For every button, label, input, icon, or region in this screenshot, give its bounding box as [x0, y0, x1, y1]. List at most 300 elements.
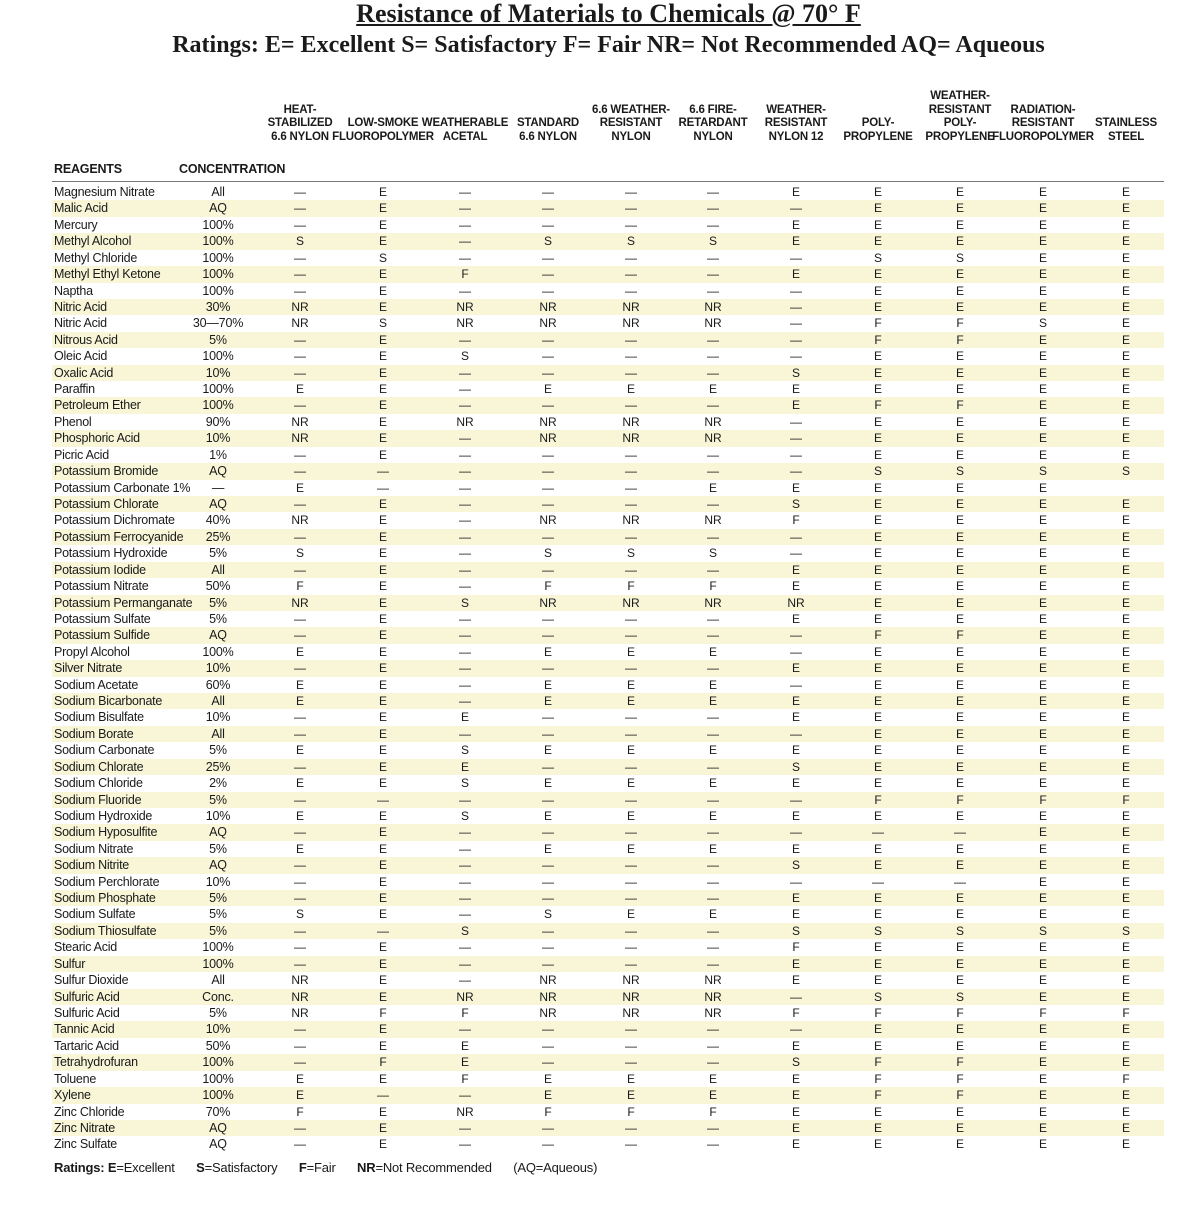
reagent-name: Naptha — [54, 283, 93, 298]
rating-cell: — — [707, 185, 719, 199]
rating-cell: — — [625, 185, 637, 199]
rating-cell: — — [459, 726, 471, 741]
reagent-name: Xylene — [54, 1088, 91, 1103]
rating-cell: E — [295, 841, 305, 856]
concentration-value: 100% — [202, 1055, 234, 1070]
rating-cell: E — [626, 776, 636, 791]
concentration-value: 100% — [202, 250, 234, 265]
rating-cell: F — [296, 579, 304, 594]
rating-cell: F — [874, 792, 882, 807]
rating-cell: F — [956, 1088, 964, 1103]
rating-cell: E — [708, 382, 718, 397]
legend-s-key: S — [196, 1160, 205, 1175]
rating-cell: E — [378, 201, 388, 216]
column-header-line: 6.6 NYLON — [519, 130, 577, 143]
column-header-line: NYLON — [693, 130, 733, 143]
concentration-value: 50% — [205, 1038, 231, 1053]
rating-cell: F — [874, 332, 882, 347]
rating-cell: — — [459, 431, 471, 446]
rating-cell: E — [873, 891, 883, 906]
concentration-value: 5% — [209, 595, 227, 610]
rating-cell: — — [542, 858, 554, 873]
rating-cell: E — [378, 677, 388, 692]
rating-cell: S — [626, 234, 636, 249]
rating-cell: S — [1121, 923, 1131, 938]
rating-cell: E — [543, 808, 553, 823]
rating-cell: E — [1038, 743, 1048, 758]
rating-cell: — — [625, 464, 637, 479]
rating-cell: E — [873, 710, 883, 725]
rating-cell: E — [1121, 316, 1131, 331]
concentration-value: 10% — [205, 431, 231, 446]
rating-cell: E — [378, 546, 388, 561]
rating-cell: E — [1121, 382, 1131, 397]
rating-cell: E — [378, 1120, 388, 1135]
column-header-line: HEAT- — [283, 103, 317, 116]
reagent-name: Nitrous Acid — [54, 332, 118, 347]
reagent-name: Potassium Hydroxide — [54, 546, 168, 561]
rating-cell: — — [459, 841, 471, 856]
rating-cell: S — [543, 546, 553, 561]
reagent-name: Phosphoric Acid — [54, 431, 140, 446]
rating-cell: — — [294, 267, 306, 282]
rating-cell: — — [377, 923, 389, 938]
rating-cell: E — [1038, 1071, 1048, 1086]
rating-cell: E — [1121, 841, 1131, 856]
rating-cell: E — [295, 694, 305, 709]
rating-cell: — — [459, 332, 471, 347]
rating-cell: NR — [622, 414, 640, 429]
rating-cell: E — [873, 661, 883, 676]
rating-cell: E — [791, 398, 801, 413]
rating-cell: E — [873, 808, 883, 823]
rating-cell: NR — [539, 431, 557, 446]
rating-cell: NR — [787, 595, 805, 610]
rating-cell: NR — [539, 595, 557, 610]
rating-cell: — — [790, 546, 802, 561]
rating-cell: E — [1121, 726, 1131, 741]
rating-cell: — — [294, 496, 306, 511]
concentration-value: 100% — [202, 283, 234, 298]
rating-cell: E — [295, 480, 305, 495]
rating-cell: — — [294, 825, 306, 840]
rating-cell: S — [955, 464, 965, 479]
rating-cell: — — [459, 513, 471, 528]
rating-cell: E — [1121, 1038, 1131, 1053]
rating-cell: S — [1038, 923, 1048, 938]
column-header-line: 6.6 NYLON — [271, 130, 329, 143]
rating-cell: — — [294, 726, 306, 741]
rating-cell: E — [1121, 858, 1131, 873]
rating-cell: E — [378, 825, 388, 840]
rating-cell: E — [626, 382, 636, 397]
rating-cell: E — [1121, 973, 1131, 988]
concentration-value: 10% — [205, 661, 231, 676]
reagent-name: Tannic Acid — [54, 1022, 115, 1037]
reagent-name: Oxalic Acid — [54, 365, 114, 380]
rating-cell: E — [1038, 1137, 1048, 1152]
rating-cell: E — [1038, 365, 1048, 380]
rating-cell: E — [1038, 283, 1048, 298]
rating-cell: — — [459, 611, 471, 626]
rating-cell: F — [1039, 1006, 1047, 1020]
rating-cell: S — [873, 250, 883, 265]
reagent-name: Sulfur — [54, 956, 86, 971]
rating-cell: E — [1121, 1137, 1131, 1152]
rating-cell: E — [1038, 661, 1048, 676]
rating-cell: — — [707, 891, 719, 906]
rating-cell: — — [625, 874, 637, 889]
rating-cell: E — [378, 858, 388, 873]
rating-cell: E — [1038, 825, 1048, 840]
rating-cell: E — [1038, 382, 1048, 397]
rating-cell: F — [956, 1055, 964, 1070]
reagent-name: Mercury — [54, 217, 98, 232]
rating-cell: NR — [622, 299, 640, 314]
rating-cell: E — [873, 283, 883, 298]
rating-cell: S — [543, 907, 553, 922]
rating-cell: NR — [539, 973, 557, 988]
rating-cell: E — [378, 759, 388, 774]
concentration-value: 10% — [205, 1022, 231, 1037]
rating-cell: E — [708, 677, 718, 692]
column-header-line: 6.6 WEATHER- — [592, 103, 670, 116]
rating-cell: — — [294, 250, 306, 265]
rating-cell: E — [1038, 1104, 1048, 1119]
rating-cell: E — [873, 496, 883, 511]
rating-cell: E — [1121, 1088, 1131, 1103]
reagent-name: Potassium Bromide — [54, 464, 159, 479]
rating-cell: S — [460, 349, 470, 364]
rating-cell: — — [542, 661, 554, 676]
rating-cell: F — [956, 1006, 964, 1020]
rating-cell: NR — [291, 973, 309, 988]
rating-cell: E — [1121, 776, 1131, 791]
rating-cell: — — [625, 496, 637, 511]
rating-cell: — — [294, 283, 306, 298]
reagent-name: Tartaric Acid — [54, 1038, 119, 1053]
rating-cell: — — [459, 447, 471, 462]
rating-cell: E — [1038, 546, 1048, 561]
rating-cell: E — [791, 1120, 801, 1135]
column-header-line: FLUOROPOLYMER — [992, 130, 1094, 143]
rating-cell: E — [955, 726, 965, 741]
reagents-header: REAGENTS — [54, 162, 122, 176]
rating-cell: — — [707, 267, 719, 282]
rating-cell: E — [1038, 940, 1048, 955]
reagent-name: Sodium Carbonate — [54, 743, 155, 758]
rating-cell: E — [1121, 398, 1131, 413]
rating-cell: E — [543, 677, 553, 692]
rating-cell: F — [627, 579, 635, 594]
rating-cell: E — [1121, 201, 1131, 216]
rating-cell: — — [542, 332, 554, 347]
rating-cell: E — [791, 234, 801, 249]
rating-cell: E — [1121, 710, 1131, 725]
rating-cell: E — [955, 808, 965, 823]
rating-cell: E — [708, 907, 718, 922]
reagent-name: Sodium Borate — [54, 726, 134, 741]
column-header-line: ACETAL — [442, 130, 488, 143]
reagent-name: Picric Acid — [54, 447, 109, 462]
rating-cell: NR — [622, 316, 640, 331]
rating-cell: E — [378, 874, 388, 889]
rating-cell: — — [294, 710, 306, 725]
rating-cell: S — [295, 234, 305, 249]
rating-cell: NR — [456, 989, 474, 1004]
rating-cell: — — [625, 1022, 637, 1037]
rating-cell: E — [955, 365, 965, 380]
rating-cell: E — [1121, 644, 1131, 659]
rating-cell: E — [1121, 743, 1131, 758]
rating-cell: F — [1122, 1071, 1130, 1086]
rating-cell: E — [1121, 546, 1131, 561]
legend-f-text: =Fair — [306, 1160, 336, 1175]
rating-cell: — — [459, 283, 471, 298]
rating-cell: S — [791, 759, 801, 774]
reagent-name: Potassium Sulfide — [54, 628, 150, 643]
rating-cell: — — [459, 398, 471, 413]
rating-cell: — — [542, 185, 554, 199]
rating-cell: — — [459, 825, 471, 840]
rating-cell: E — [1121, 1104, 1131, 1119]
rating-cell: — — [707, 464, 719, 479]
rating-cell: S — [791, 923, 801, 938]
reagent-name: Potassium Carbonate 1% — [54, 480, 191, 495]
rating-cell: E — [1121, 234, 1131, 249]
rating-cell: E — [460, 1038, 470, 1053]
rating-cell: E — [1038, 447, 1048, 462]
rating-cell: — — [542, 825, 554, 840]
rating-cell: E — [1121, 414, 1131, 429]
rating-cell: — — [954, 874, 966, 889]
reagent-name: Stearic Acid — [54, 940, 118, 955]
rating-cell: E — [791, 710, 801, 725]
rating-cell: S — [543, 234, 553, 249]
rating-cell: E — [1038, 1022, 1048, 1037]
rating-cell: — — [459, 973, 471, 988]
concentration-value: 90% — [205, 414, 231, 429]
rating-cell: E — [626, 644, 636, 659]
rating-cell: E — [955, 529, 965, 544]
rating-cell: E — [1121, 956, 1131, 971]
rating-cell: — — [625, 447, 637, 462]
rating-cell: E — [378, 349, 388, 364]
rating-cell: — — [542, 201, 554, 216]
concentration-value: 25% — [205, 529, 231, 544]
rating-cell: NR — [291, 595, 309, 610]
rating-cell: E — [873, 759, 883, 774]
rating-cell: E — [1038, 759, 1048, 774]
rating-cell: F — [627, 1104, 635, 1119]
rating-cell: E — [791, 611, 801, 626]
rating-cell: — — [707, 398, 719, 413]
rating-cell: E — [1121, 496, 1131, 511]
rating-cell: E — [791, 185, 801, 199]
column-header-line: FLUOROPOLYMER — [332, 130, 434, 143]
rating-cell: — — [790, 677, 802, 692]
rating-cell: E — [873, 431, 883, 446]
rating-cell: E — [1038, 907, 1048, 922]
rating-cell: — — [625, 858, 637, 873]
rating-cell: E — [378, 841, 388, 856]
rating-cell: E — [1121, 677, 1131, 692]
rating-cell: E — [1121, 447, 1131, 462]
rating-cell: — — [625, 1038, 637, 1053]
reagent-name: Potassium Dichromate — [54, 513, 175, 528]
concentration-value: 100% — [202, 398, 234, 413]
rating-cell: — — [625, 759, 637, 774]
rating-cell: E — [1121, 989, 1131, 1004]
rating-cell: — — [459, 496, 471, 511]
rating-cell: S — [873, 923, 883, 938]
rating-cell: — — [377, 792, 389, 807]
concentration-value: 100% — [202, 217, 234, 232]
rating-cell: E — [873, 562, 883, 577]
rating-cell: E — [295, 677, 305, 692]
rating-cell: E — [955, 513, 965, 528]
column-header-line: 6.6 FIRE- — [689, 103, 737, 116]
rating-cell: — — [707, 529, 719, 544]
rating-cell: E — [873, 382, 883, 397]
rating-cell: E — [873, 299, 883, 314]
rating-cell: — — [459, 1022, 471, 1037]
rating-cell: E — [1121, 808, 1131, 823]
rating-cell: — — [707, 349, 719, 364]
ratings-legend — [54, 1160, 615, 1175]
rating-cell: — — [542, 447, 554, 462]
rating-cell: — — [625, 480, 637, 495]
rating-cell: E — [791, 973, 801, 988]
rating-cell: — — [459, 185, 471, 199]
rating-cell: — — [625, 891, 637, 906]
reagent-name: Sodium Hydroxide — [54, 808, 153, 823]
rating-cell: F — [544, 1104, 552, 1119]
rating-cell: E — [791, 579, 801, 594]
rating-cell: E — [378, 414, 388, 429]
rating-cell: E — [1038, 332, 1048, 347]
column-header-line: PROPYLENE — [843, 130, 913, 143]
rating-cell: E — [378, 989, 388, 1004]
rating-cell: E — [791, 841, 801, 856]
rating-cell: — — [707, 940, 719, 955]
rating-cell: E — [626, 907, 636, 922]
rating-cell: — — [459, 1088, 471, 1103]
concentration-value: 5% — [209, 841, 227, 856]
rating-cell: — — [294, 792, 306, 807]
rating-cell: — — [542, 1022, 554, 1037]
rating-cell: — — [790, 283, 802, 298]
rating-cell: E — [955, 611, 965, 626]
rating-cell: — — [790, 431, 802, 446]
rating-cell: E — [1038, 841, 1048, 856]
concentration-value: 100% — [202, 234, 234, 249]
rating-cell: E — [873, 579, 883, 594]
concentration-value: 60% — [205, 677, 231, 692]
rating-cell: — — [294, 398, 306, 413]
rating-cell: E — [873, 480, 883, 495]
rating-cell: E — [1038, 891, 1048, 906]
rating-cell: E — [791, 808, 801, 823]
rating-cell: E — [1121, 562, 1131, 577]
rating-cell: — — [625, 1120, 637, 1135]
rating-cell: E — [1038, 956, 1048, 971]
rating-cell: F — [1122, 1006, 1130, 1020]
rating-cell: — — [625, 940, 637, 955]
rating-cell: NR — [704, 431, 722, 446]
rating-cell: — — [542, 891, 554, 906]
rating-cell: E — [955, 299, 965, 314]
rating-cell: E — [378, 1104, 388, 1119]
rating-cell: E — [708, 776, 718, 791]
rating-cell: E — [791, 1071, 801, 1086]
rating-cell: — — [542, 480, 554, 495]
rating-cell: NR — [291, 431, 309, 446]
rating-cell: E — [378, 973, 388, 988]
rating-cell: E — [378, 562, 388, 577]
rating-cell: E — [1038, 776, 1048, 791]
rating-cell: E — [378, 217, 388, 232]
column-header-line: STAINLESS — [1095, 117, 1157, 129]
rating-cell: E — [708, 1088, 718, 1103]
rating-cell: — — [625, 529, 637, 544]
rating-cell: — — [542, 217, 554, 232]
rating-cell: E — [378, 447, 388, 462]
rating-cell: E — [1038, 595, 1048, 610]
rating-cell: E — [791, 776, 801, 791]
rating-cell: NR — [622, 1006, 640, 1020]
reagent-name: Sodium Perchlorate — [54, 874, 160, 889]
rating-cell: E — [873, 201, 883, 216]
rating-cell: E — [791, 480, 801, 495]
rating-cell: — — [542, 940, 554, 955]
rating-cell: — — [294, 956, 306, 971]
rating-cell: S — [1038, 464, 1048, 479]
rating-cell: — — [625, 628, 637, 643]
rating-cell: F — [874, 398, 882, 413]
rating-cell: S — [460, 808, 470, 823]
concentration-value: 5% — [209, 891, 227, 906]
rating-cell: F — [709, 1104, 717, 1119]
concentration-value: 10% — [205, 874, 231, 889]
legend-f-key: F — [298, 1160, 307, 1175]
concentration-value: AQ — [209, 628, 227, 643]
rating-cell: E — [873, 414, 883, 429]
rating-cell: E — [378, 1071, 388, 1086]
rating-cell: NR — [704, 316, 722, 331]
rating-cell: — — [790, 726, 802, 741]
rating-cell: E — [1038, 1038, 1048, 1053]
column-header-line: RESISTANT — [928, 103, 992, 116]
rating-cell: E — [1121, 907, 1131, 922]
rating-cell: — — [707, 923, 719, 938]
reagent-name: Silver Nitrate — [54, 661, 123, 676]
rating-cell: — — [542, 759, 554, 774]
rating-cell: — — [625, 201, 637, 216]
rating-cell: E — [1038, 480, 1048, 495]
page-subtitle: Ratings: E= Excellent S= Satisfactory F= Fair NR= Not Recommended AQ= Aqueous — [172, 32, 1045, 58]
rating-cell: E — [1121, 299, 1131, 314]
column-header-line: WEATHERABLE — [421, 117, 509, 129]
rating-cell: — — [542, 250, 554, 265]
column-header-line: RESISTANT — [599, 117, 663, 129]
rating-cell: E — [1038, 201, 1048, 216]
rating-cell: — — [707, 1055, 719, 1070]
rating-cell: — — [625, 283, 637, 298]
rating-cell: E — [873, 447, 883, 462]
rating-cell: — — [790, 201, 802, 216]
rating-cell: E — [460, 759, 470, 774]
